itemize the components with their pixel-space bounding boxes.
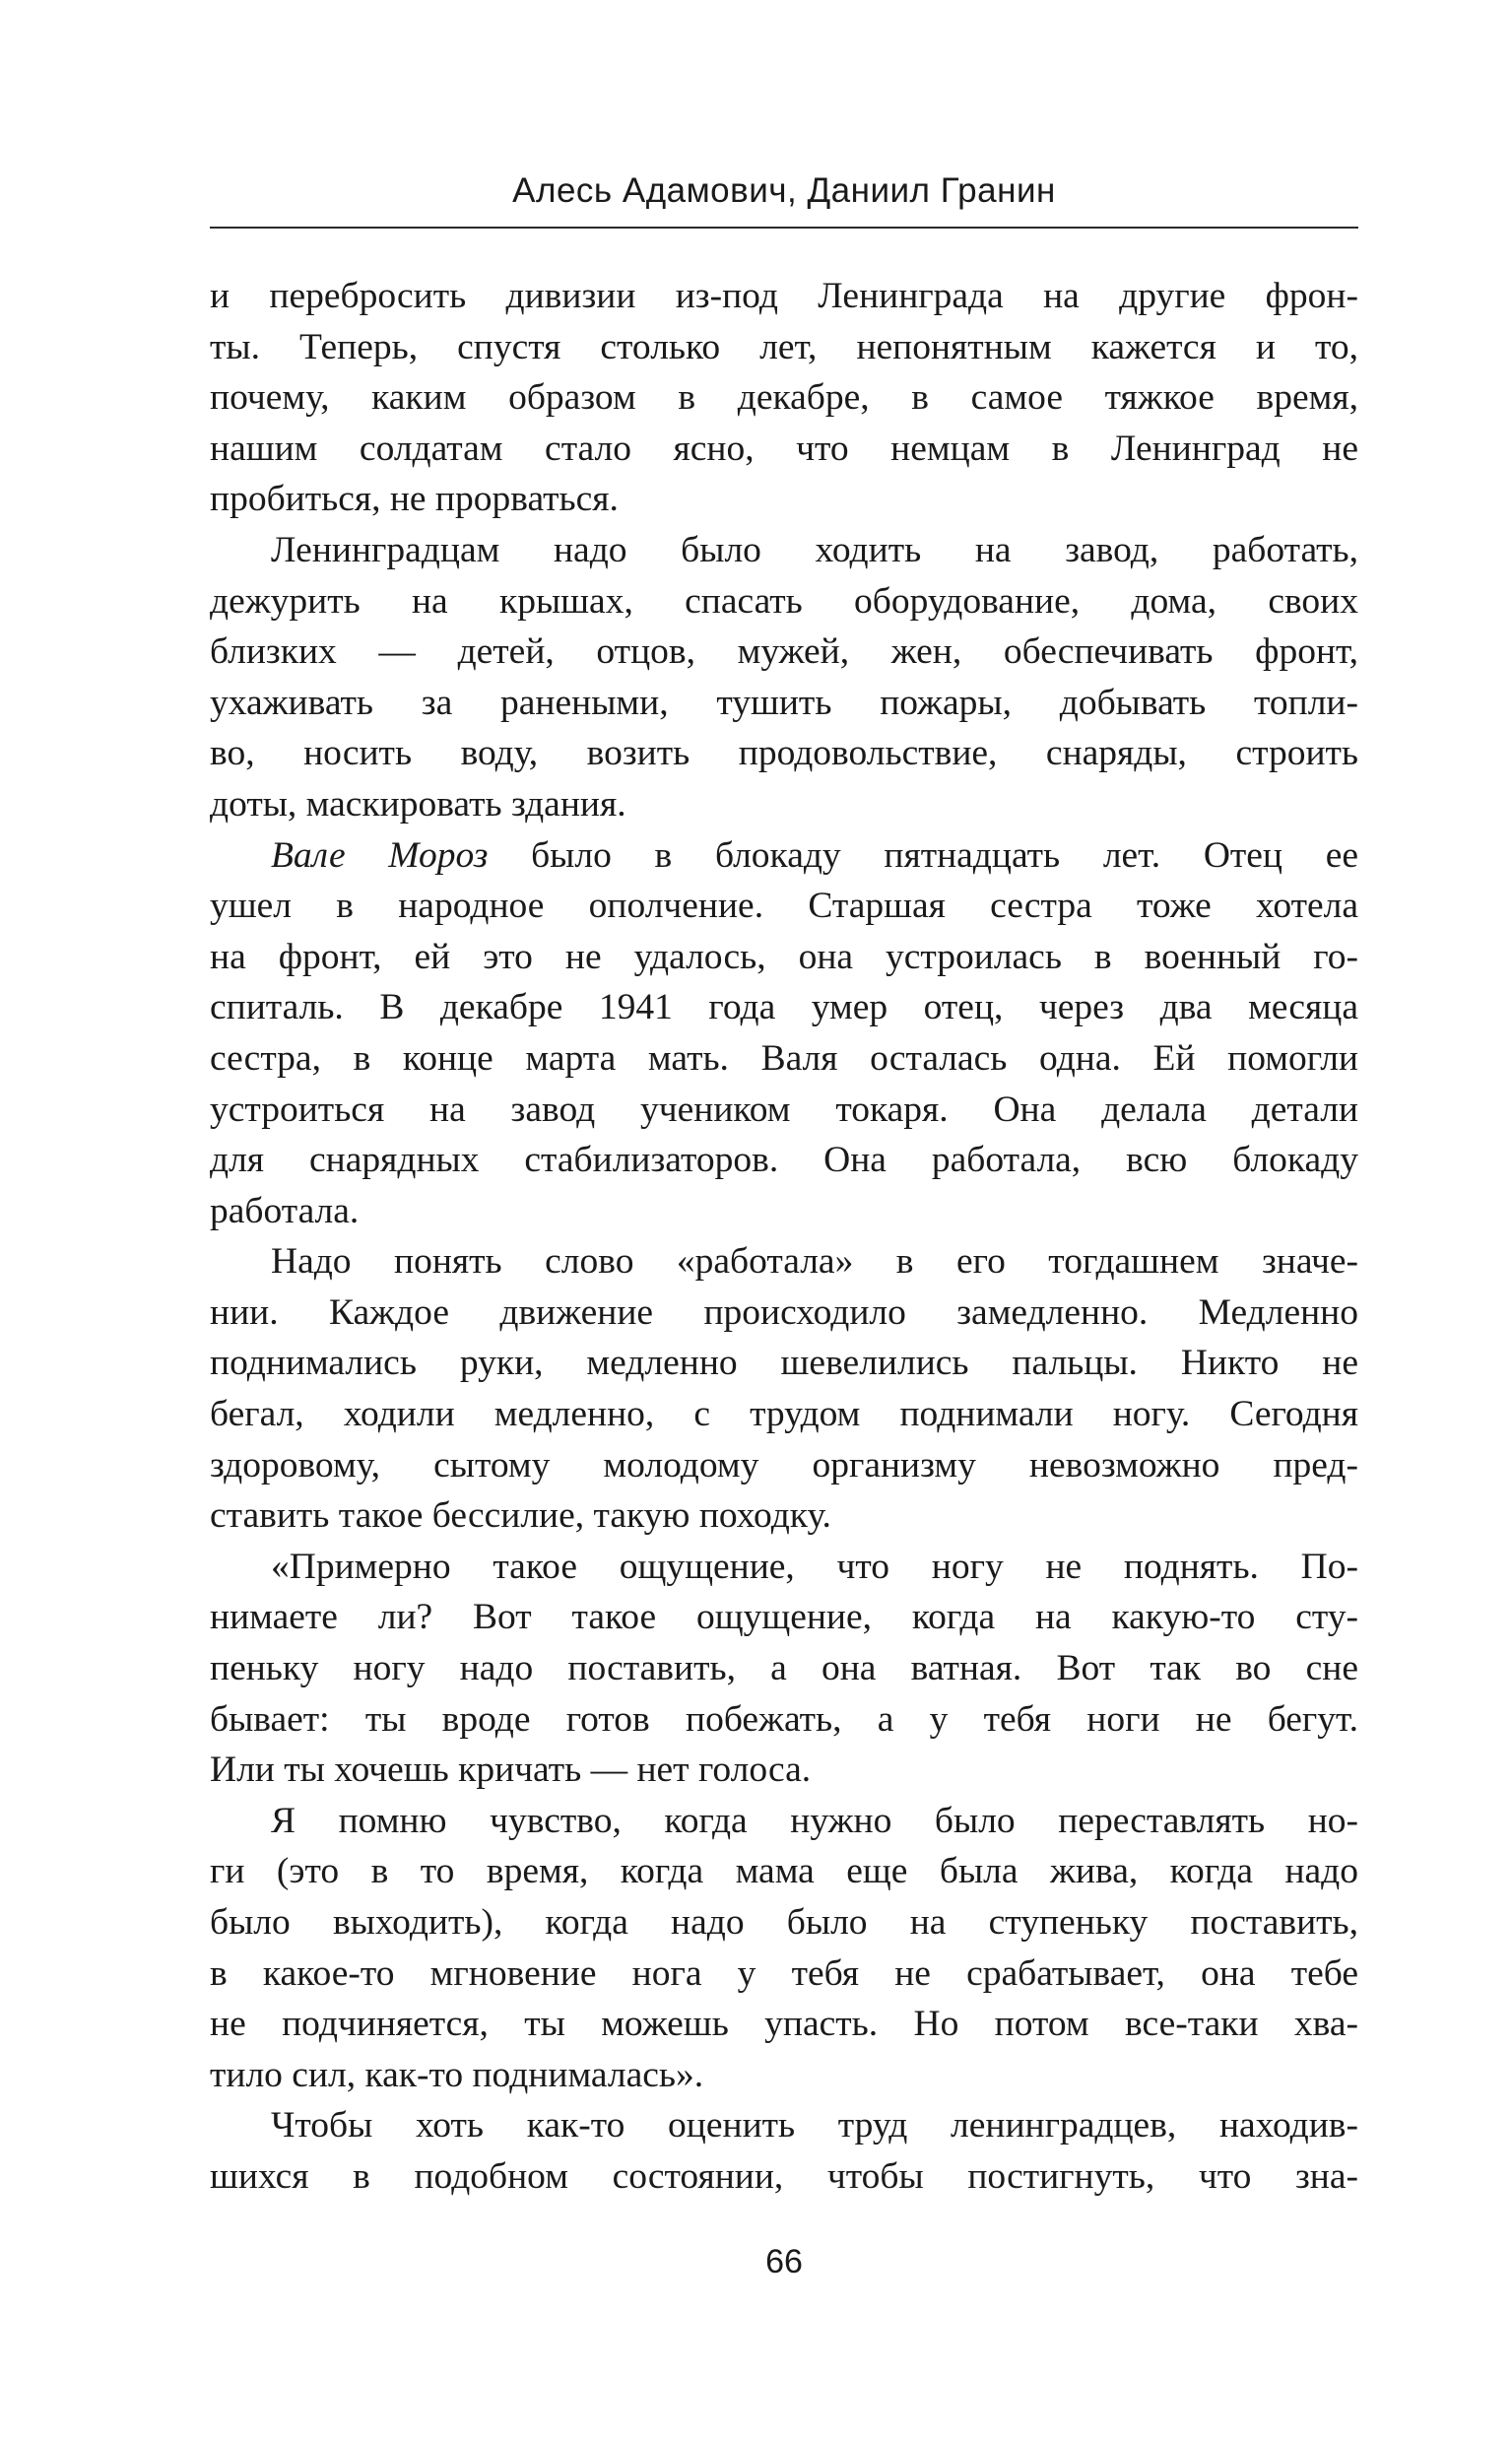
text-line: шихся в подобном состоянии, чтобы постигнуть, что зна- — [210, 2155, 1358, 2197]
text-line: Ленинградцам надо было ходить на завод, работать, — [271, 529, 1358, 570]
text-line: доты, маскировать здания. — [210, 783, 626, 825]
paragraph — [210, 830, 1358, 1237]
text-line: пеньку ногу надо поставить, а она ватная. Вот так во сне — [210, 1648, 1358, 1689]
paragraph — [210, 271, 1358, 525]
paragraph — [210, 1542, 1358, 1796]
text-line: работала. — [210, 1190, 360, 1231]
text-line: почему, каким образом в декабре, в самое тяжкое время, — [210, 377, 1358, 419]
text-line: устроиться на завод учеником токаря. Она делала детали — [210, 1089, 1358, 1130]
text-line: Чтобы хоть как-то оценить труд ленинградцев, находив- — [271, 2105, 1358, 2146]
body-text — [210, 271, 1358, 2203]
text-line: поднимались руки, медленно шевелились пальцы. Никто не — [210, 1343, 1358, 1384]
text-line: во, носить воду, возить продовольствие, снаряды, строить — [210, 733, 1358, 774]
text-line: нимаете ли? Вот такое ощущение, когда на какую-то сту- — [210, 1597, 1358, 1638]
text-line: бывает: ты вроде готов побежать, а у тебя ноги не бегут. — [210, 1698, 1358, 1740]
text-line: ги (это в то время, когда мама еще была жива, когда надо — [210, 1851, 1358, 1892]
text-line: ухаживать за ранеными, тушить пожары, добывать топли- — [210, 682, 1358, 723]
paragraph — [210, 1236, 1358, 1542]
text-line: нии. Каждое движение происходило замедленно. Медленно — [210, 1291, 1358, 1333]
running-title: Алесь Адамович, Даниил Гранин — [512, 171, 1056, 210]
text-line: бегал, ходили медленно, с трудом поднимали ногу. Сегодня — [210, 1394, 1358, 1435]
text-line: не подчиняется, ты можешь упасть. Но потом все-таки хва- — [210, 2004, 1358, 2045]
text-line: для снарядных стабилизаторов. Она работала, всю блокаду — [210, 1140, 1358, 1181]
text-line: нашим солдатам стало ясно, что немцам в Ленинград не — [210, 428, 1358, 469]
text-line: дежурить на крышах, спасать оборудование, дома, своих — [210, 580, 1358, 622]
text-line: Или ты хочешь кричать — нет голоса. — [210, 1750, 812, 1791]
text-line: на фронт, ей это не удалось, она устроилась в военный го- — [210, 936, 1358, 977]
text-line: «Примерно такое ощущение, что ногу не поднять. По- — [271, 1546, 1358, 1587]
book-page — [210, 0, 1358, 2443]
text-line: сестра, в конце марта мать. Валя осталась одна. Ей помогли — [210, 1037, 1358, 1079]
header-rule — [210, 227, 1358, 229]
italic-name: Вале Мороз — [271, 834, 489, 876]
text-line: тило сил, как-то поднималась». — [210, 2054, 704, 2095]
text-line: Я помню чувство, когда нужно было переставлять но- — [271, 1800, 1358, 1841]
text-line: в какое-то мгновение нога у тебя не срабатывает, она тебе — [210, 1952, 1358, 1994]
paragraph — [210, 1796, 1358, 2101]
text-fragment: было в блокаду пятнадцать лет. Отец ее — [488, 834, 1358, 876]
text-line: пробиться, не прорваться. — [210, 479, 619, 520]
paragraph — [210, 525, 1358, 830]
text-line: и перебросить дивизии из-под Ленинграда на другие фрон- — [210, 276, 1358, 316]
text-line: было выходить), когда надо было на ступеньку поставить, — [210, 1902, 1358, 1943]
text-line: Надо понять слово «работала» в его тогдашнем значе- — [271, 1241, 1358, 1283]
text-line: ставить такое бессилие, такую походку. — [210, 1495, 831, 1537]
page-number: 66 — [765, 2243, 803, 2280]
text-line: здоровому, сытому молодому организму невозможно пред- — [210, 1444, 1358, 1486]
paragraph — [210, 2100, 1358, 2202]
text-line — [210, 830, 1358, 882]
text-line: ты. Теперь, спустя столько лет, непонятным кажется и то, — [210, 326, 1358, 367]
text-line: ушел в народное ополчение. Старшая сестра тоже хотела — [210, 886, 1358, 927]
text-line: спиталь. В декабре 1941 года умер отец, через два месяца — [210, 987, 1358, 1028]
text-line: близких — детей, отцов, мужей, жен, обеспечивать фронт, — [210, 631, 1358, 673]
